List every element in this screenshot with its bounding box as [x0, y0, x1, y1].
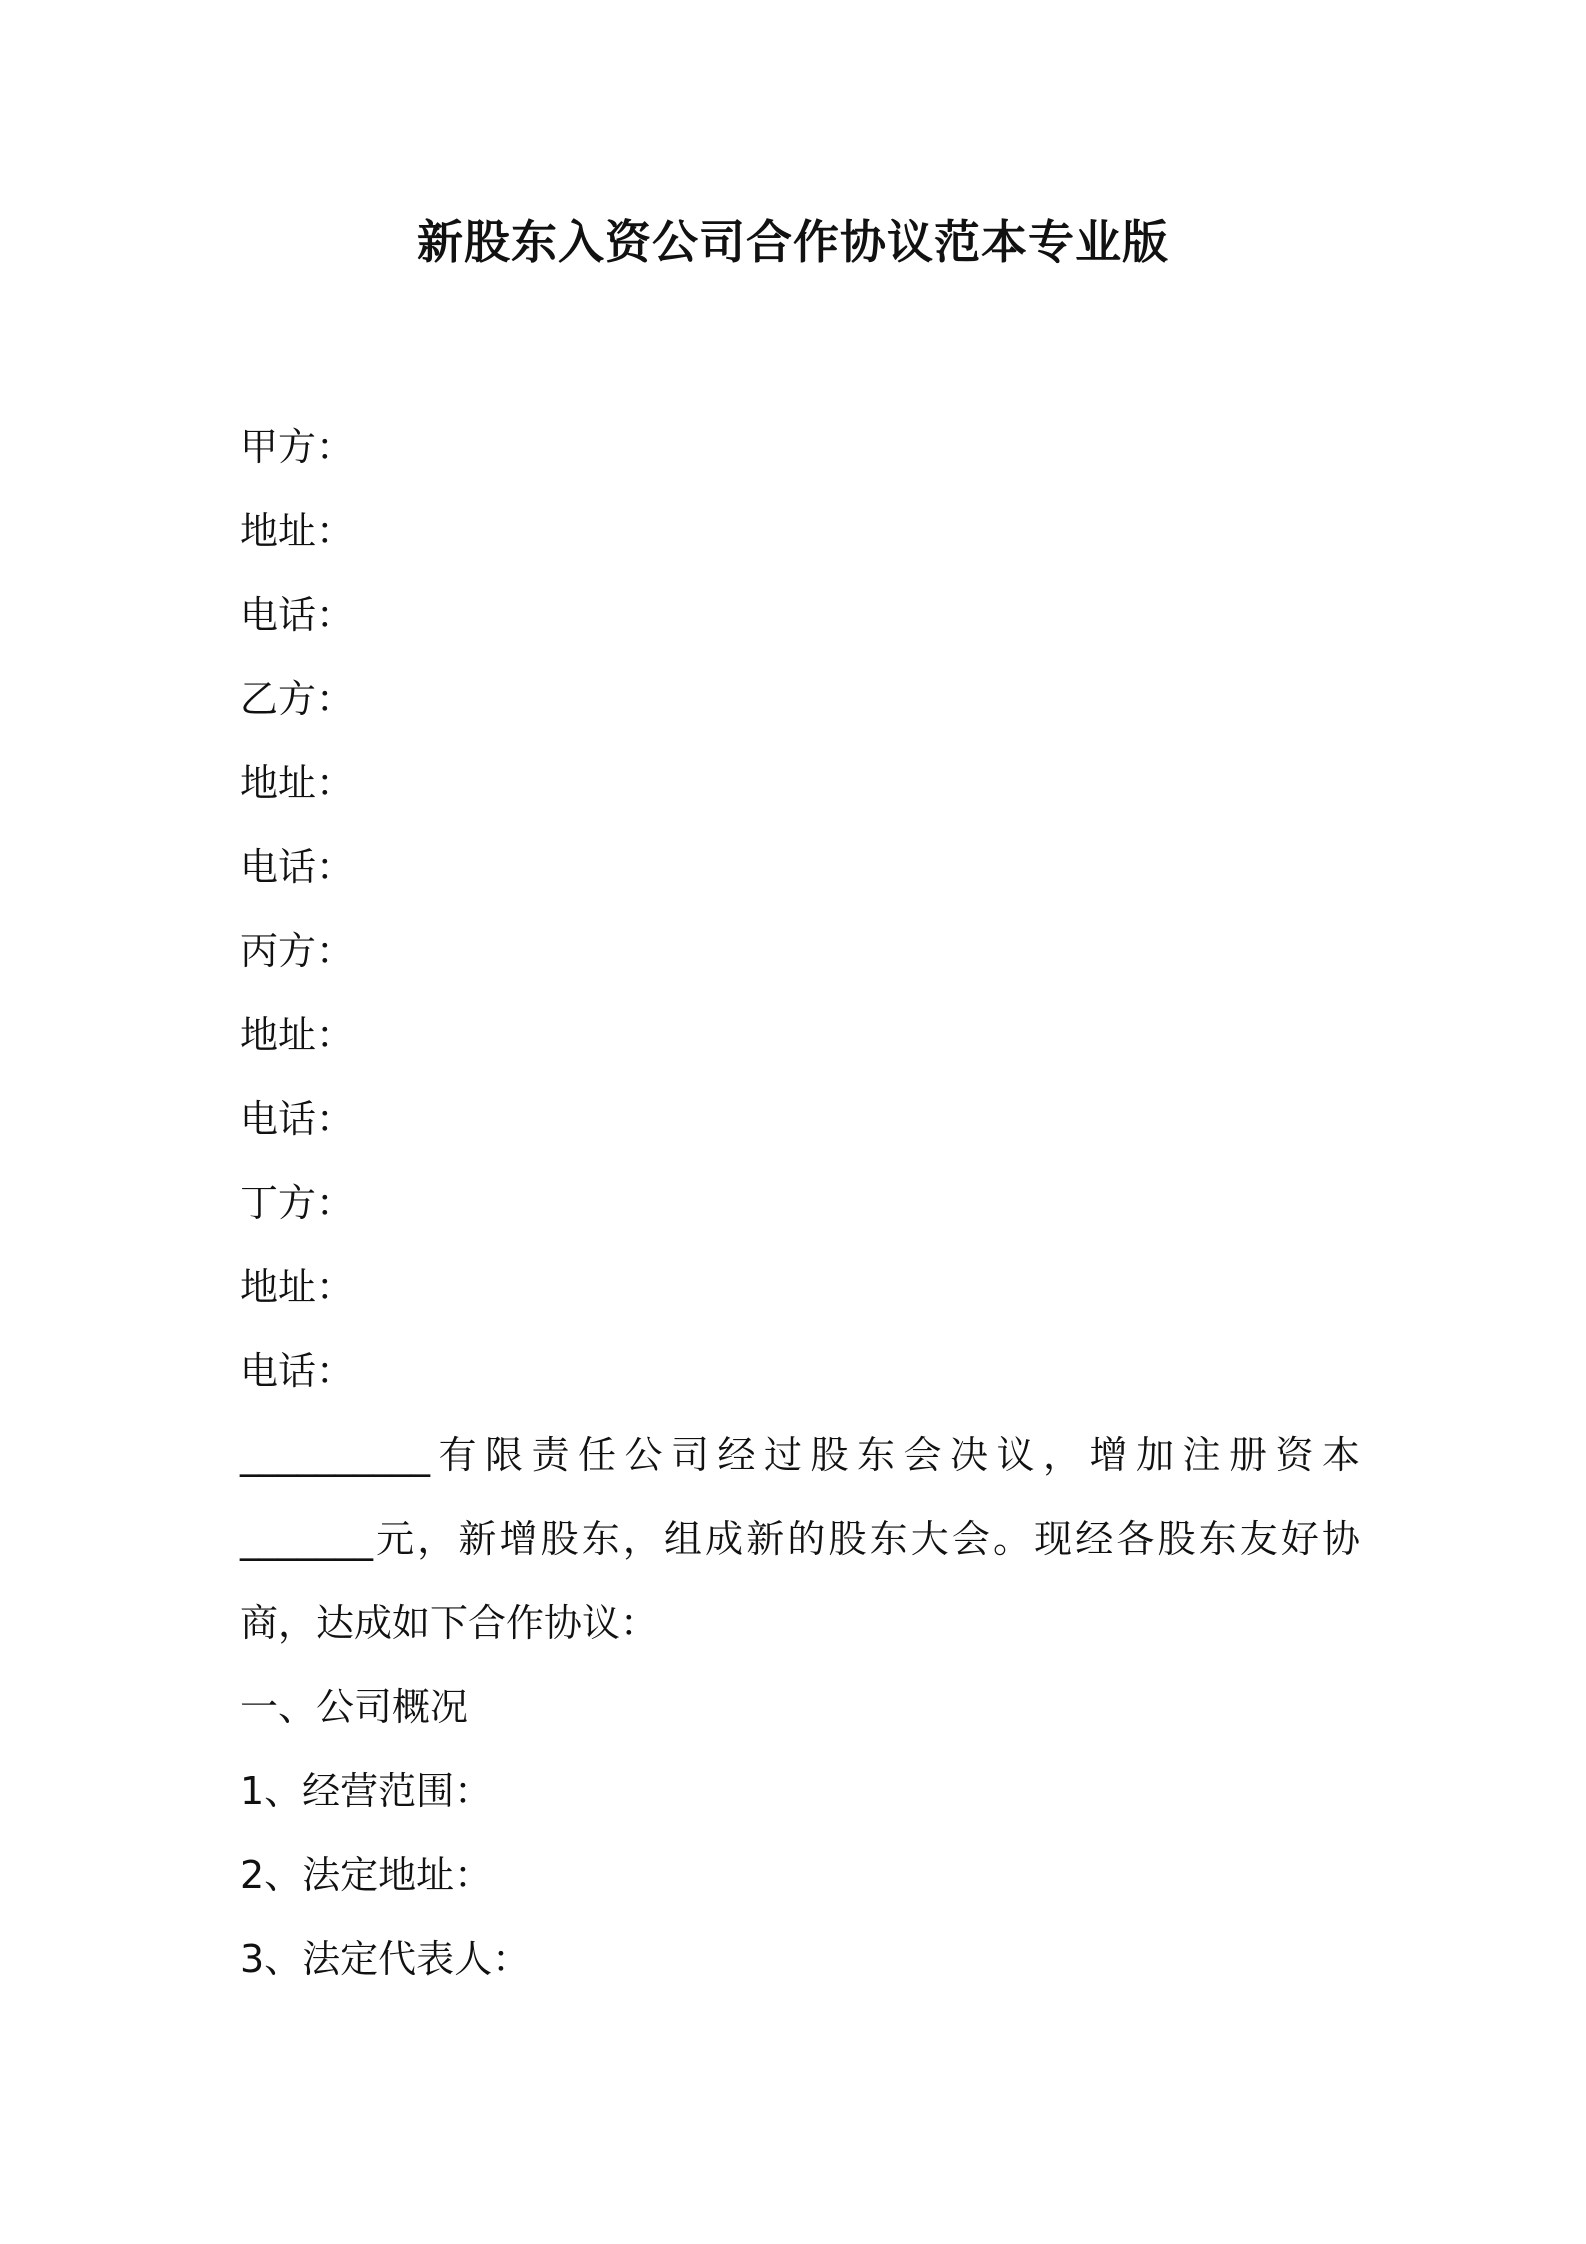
preamble-paragraph — [240, 1413, 1360, 1665]
party-a-address: 地址： — [240, 509, 355, 553]
document-title: 新股东入资公司合作协议范本专业版 — [417, 215, 1169, 269]
section-item: 3、法定代表人： — [240, 1937, 531, 1981]
party-c-address: 地址： — [240, 1013, 355, 1057]
party-b-phone: 电话： — [240, 845, 355, 889]
preamble-line: 商，达成如下合作协议： — [240, 1601, 659, 1645]
section-item: 1、经营范围： — [240, 1769, 493, 1813]
party-a-label: 甲方： — [240, 425, 355, 469]
party-d-phone: 电话： — [240, 1349, 355, 1393]
party-b-address: 地址： — [240, 761, 355, 805]
preamble-line: _______元，新增股东，组成新的股东大会。现经各股东友好协 — [240, 1517, 1360, 1561]
preamble-line: __________有限责任公司经过股东会决议，增加注册资本 — [240, 1433, 1360, 1477]
section-item: 2、法定地址： — [240, 1853, 493, 1897]
document-body — [240, 405, 1360, 2001]
party-a-phone: 电话： — [240, 593, 355, 637]
party-d-label: 丁方： — [240, 1181, 355, 1225]
section-heading: 一、公司概况 — [240, 1685, 469, 1729]
party-b-label: 乙方： — [240, 677, 355, 721]
party-c-phone: 电话： — [240, 1097, 355, 1141]
party-d-address: 地址： — [240, 1265, 355, 1309]
party-c-label: 丙方： — [240, 929, 355, 973]
